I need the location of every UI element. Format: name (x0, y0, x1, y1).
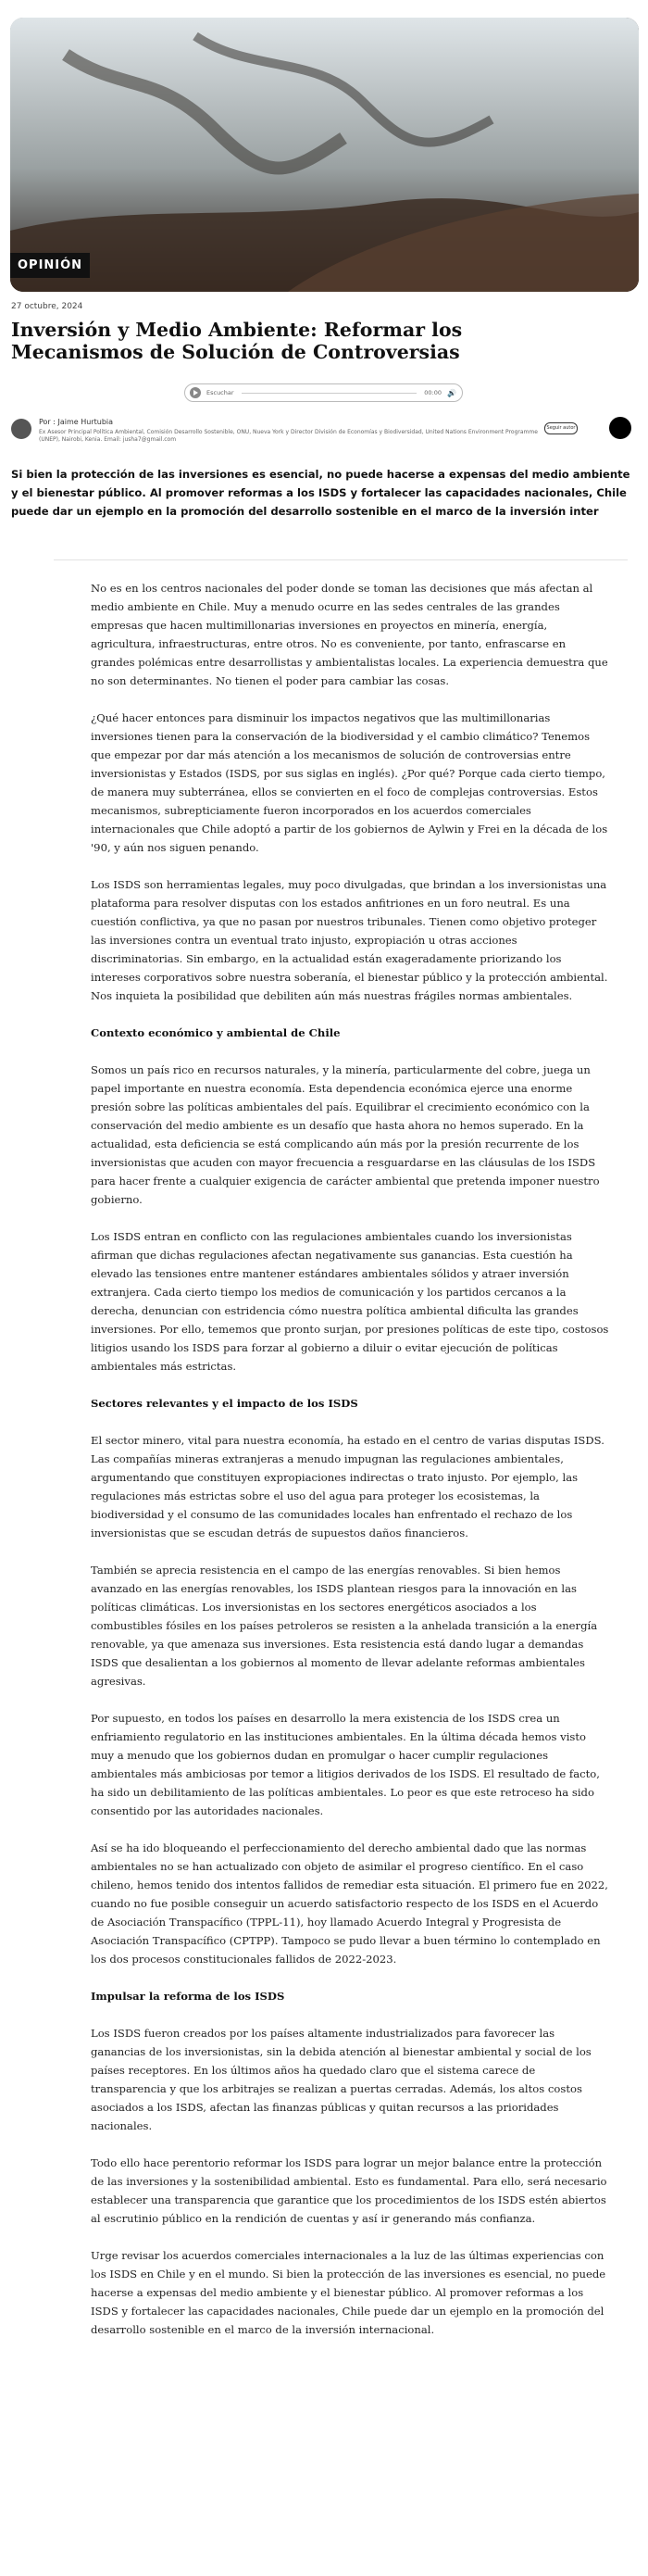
paragraph: Los ISDS son herramientas legales, muy poco divulgadas, que brindan a los inversionistas una plataforma para resolver disputas con los estados anfitriones en un foro neutral. Es una cuestión conflictiva, ya que no pasan por nuestros tribunales. Tienen como objetivo proteger las inversiones contra un eventual trato injusto, expropiación u otras acciones discriminatorias. Sin embargo, en la actualidad están exageradamente priorizando los intereses corporativos sobre nuestra soberanía, el bienestar público y la protección ambiental. Nos inquieta la posibilidad que debiliten aún más nuestras frágiles normas ambientales. (91, 878, 608, 1002)
paragraph: ¿Qué hacer entonces para disminuir los impactos negativos que las multimillonarias inversiones tienen para la conservación de la biodiversidad y el cambio climático? Tenemos que empezar por dar más atención a los mecanismos de solución de controversias entre inversionistas y Estados (ISDS, por sus siglas en inglés). ¿Por qué? Porque cada cierto tiempo, de manera muy subterránea, ellos se convierten en el foco de complejas controversias. Estos mecanismos, subrepticiamente fueron incorporados en los acuerdos comerciales internacionales que Chile adoptó a partir de los gobiernos de Aylwin y Frei en la década de los '90, y aún nos siguen penando. (91, 711, 608, 854)
article-lead: Si bien la protección de las inversiones es esencial, no puede hacerse a expensas del medio ambiente y el bienestar público. Al promover reformas a los ISDS y fortalecer las capacidades nacionales, Chile puede dar un ejemplo en la promoción del desarrollo sostenible en el marco de la inversión inter (11, 468, 630, 518)
paragraph: Los ISDS fueron creados por los países altamente industrializados para favorecer las ganancias de los inversionistas, sin la debida atención al bienestar ambiental y social de los países receptores. En los últimos años ha quedado claro que el sistema carece de transparencia y que los arbitrajes se realizan a puertas cerradas. Además, los altos costos asociados a los ISDS, afectan las finanzas públicas y quitan recursos a las prioridades nacionales. (91, 2027, 592, 2132)
menu-circle-icon[interactable] (609, 417, 631, 439)
paragraph: Los ISDS entran en conflicto con las regulaciones ambientales cuando los inversionistas afirman que dichas regulaciones afectan negativamente sus ganancias. Esta cuestión ha elevado las tensiones entre mantener estándares ambientales sólidos y atraer inversión extranjera. Cada cierto tiempo los medios de comunicación y los partidos cercanos a la derecha, denuncian con estridencia cómo nuestra política ambiental dificulta las grandes inversiones. Por ello, tememos que pronto surjan, por presiones políticas de este tipo, costosos litigios usando los ISDS para forzar al gobierno a diluir o evitar ejecución de políticas ambientales más estrictas. (91, 1230, 609, 1373)
section-heading: Sectores relevantes y el impacto de los ISDS (91, 1397, 358, 1410)
article-body (91, 579, 611, 2357)
paragraph: También se aprecia resistencia en el campo de las energías renovables. Si bien hemos avanzado en las energías renovables, los ISDS plantean riesgos para la innovación en las políticas climáticas. Los inversionistas en los sectores energéticos asociados a los combustibles fósiles en los países petroleros se resisten a la anhelada transición a la energía renovable, ya que amenaza sus inversiones. Esta resistencia está dando lugar a demandas ISDS que desalientan a los gobiernos al momento de llevar adelante reformas ambientales agresivas. (91, 1564, 598, 1688)
article-title: Inversión y Medio Ambiente: Reformar los Mecanismos de Solución de Controversias (11, 319, 463, 363)
opinion-badge: OPINIÓN (10, 253, 90, 278)
follow-author-button[interactable]: Seguir autor (544, 422, 578, 434)
audio-player[interactable] (184, 383, 463, 402)
divider (54, 559, 628, 560)
play-icon[interactable] (190, 387, 201, 398)
volume-icon[interactable]: 🔊 (447, 388, 456, 397)
paragraph: Urge revisar los acuerdos comerciales internacionales a la luz de las últimas experiencias con los ISDS en Chile y en el mundo. Si bien la protección de las inversiones es esencial, no puede hacerse a expensas del medio ambiente y el bienestar público. Al promover reformas a los ISDS y fortalecer las capacidades nacionales, Chile puede dar un ejemplo en la promoción del desarrollo sostenible en el marco de la inversión internacional. (91, 2249, 606, 2336)
section-heading: Impulsar la reforma de los ISDS (91, 1990, 285, 2003)
paragraph: No es en los centros nacionales del poder donde se toman las decisiones que más afectan al medio ambiente en Chile. Muy a menudo ocurre en las sedes centrales de las grandes empresas que hacen multimillonarias inversiones en proyectos en minería, energía, agricultura, infraestructuras, entre otros. No es conveniente, por tanto, enfrascarse en grandes polémicas entre desarrollistas y ambientalistas locales. La experiencia demuestra que no son determinantes. No tienen el poder para cambiar las cosas. (91, 582, 608, 687)
article-date: 27 octubre, 2024 (11, 302, 83, 311)
paragraph: Todo ello hace perentorio reformar los ISDS para lograr un mejor balance entre la protección de las inversiones y la sostenibilidad ambiental. Esto es fundamental. Para ello, será necesario establecer una transparencia que garantice que los procedimientos de los ISDS estén abiertos al escrutinio público en la rendición de cuentas y así ir generando más confianza. (91, 2156, 607, 2225)
hero-image (10, 18, 639, 292)
audio-time: 00:00 (424, 389, 442, 396)
author-bio: Ex Asesor Principal Política Ambiental, Comisión Desarrollo Sostenible, ONU, Nueva York y Director División de Economías y Biodiversidad, United Nations Environment Programme (UNEP), Nairobi, Kenia. Email: jusha7@gmail.com (39, 429, 538, 443)
paragraph: Por supuesto, en todos los países en desarrollo la mera existencia de los ISDS crea un enfriamiento regulatorio en las instituciones ambientales. En la última década hemos visto muy a menudo que los gobiernos dudan en promulgar o hacer cumplir regulaciones ambientales más ambiciosas por temor a litigios derivados de los ISDS. El resultado de facto, ha sido un debilitamiento de las políticas ambientales. Lo peor es que este retroceso ha sido consentido por las autoridades nacionales. (91, 1712, 600, 1817)
avatar (11, 419, 31, 439)
paragraph: Así se ha ido bloqueando el perfeccionamiento del derecho ambiental dado que las normas ambientales no se han actualizado con objeto de asimilar el progreso científico. En el caso chileno, hemos tenido dos intentos fallidos de remediar esta situación. El primero fue en 2022, cuando no fue posible conseguir un acuerdo satisfactorio respecto de los ISDS en el Acuerdo de Asociación Transpacífico (TPPL-11), hoy llamado Acuerdo Integral y Progresista de Asociación Transpacífico (CPTPP). Tampoco se pudo llevar a buen término lo contemplado en los dos procesos constitucionales fallidos de 2022-2023. (91, 1841, 608, 1966)
audio-progress-track[interactable] (242, 393, 417, 394)
listen-label: Escuchar (206, 389, 234, 396)
paragraph: Somos un país rico en recursos naturales, y la minería, particularmente del cobre, juega un papel importante en nuestra economía. Esta dependencia económica ejerce una enorme presión sobre las políticas ambientales del país. Equilibrar el crecimiento económico con la conservación del medio ambiente es un desafío que hasta ahora no hemos superado. En la actualidad, esta deficiencia se está complicando aún más por la presión recurrente de los inversionistas que acuden con mayor frecuencia a resguardarse en las cláusulas de los ISDS para hacer frente a cualquier exigencia de carácter ambiental que pretenda imponer nuestro gobierno. (91, 1063, 600, 1206)
author-name[interactable]: Por : Jaime Hurtubia (39, 418, 114, 426)
section-heading: Contexto económico y ambiental de Chile (91, 1026, 341, 1039)
vineyard-photo (10, 18, 639, 292)
paragraph: El sector minero, vital para nuestra economía, ha estado en el centro de varias disputas ISDS. Las compañías mineras extranjeras a menudo impugnan las regulaciones ambientales, argumentando que constituyen expropiaciones indirectas o trato injusto. Por ejemplo, las regulaciones más estrictas sobre el uso del agua para proteger los ecosistemas, la biodiversidad y el consumo de las comunidades locales han enfrentado el rechazo de los inversionistas que se escudan detrás de supuestos daños financieros. (91, 1434, 604, 1539)
